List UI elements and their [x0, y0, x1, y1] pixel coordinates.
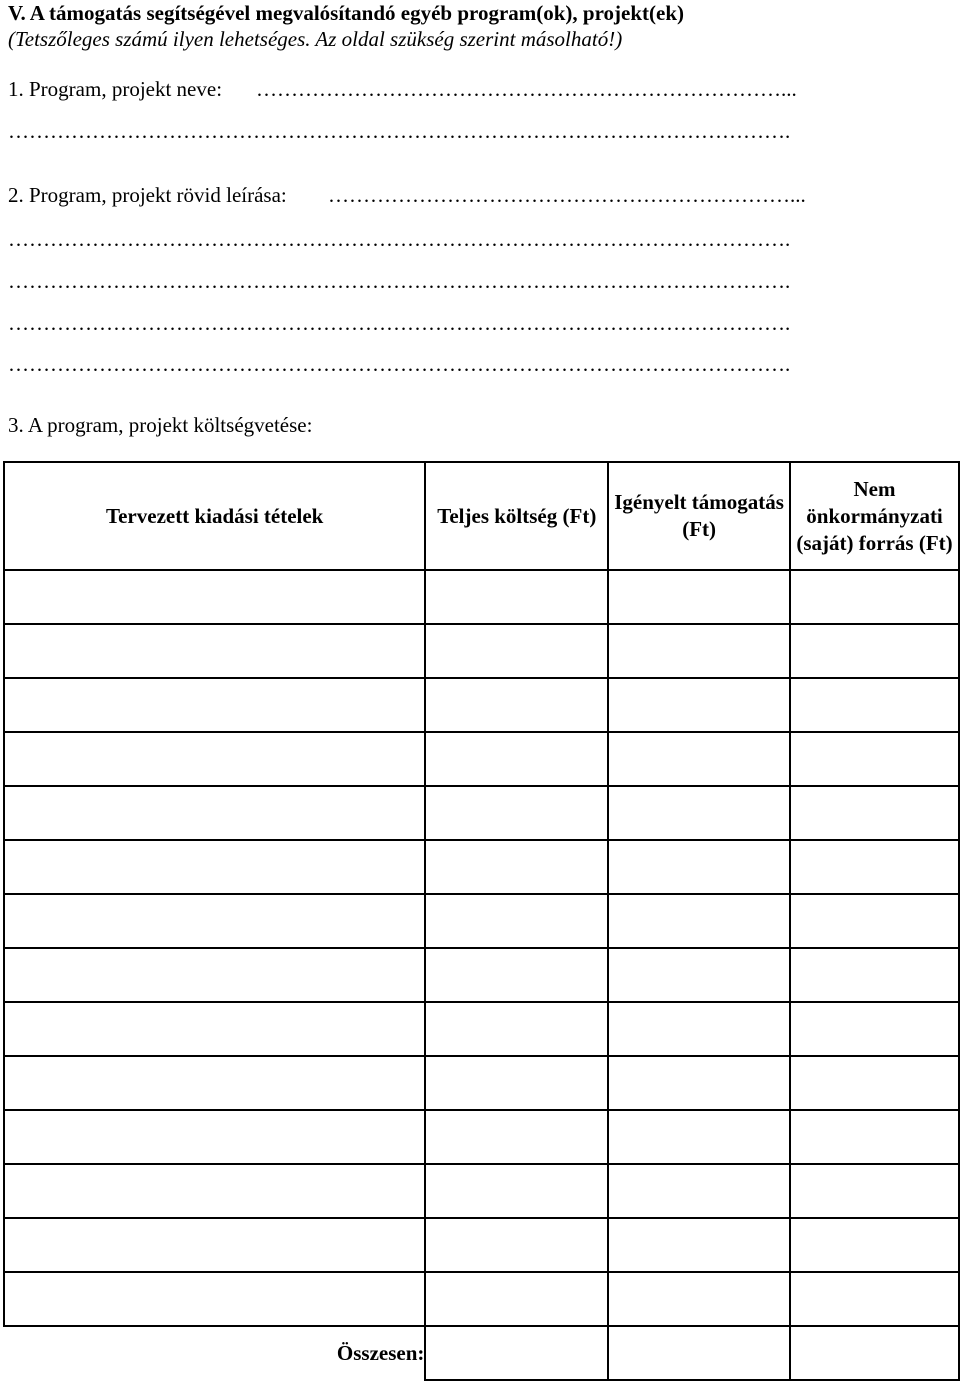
header-requested-support: Igényelt támogatás (Ft)	[608, 462, 790, 570]
table-row	[4, 840, 959, 894]
cell-requested-support[interactable]	[608, 1272, 790, 1326]
program-description-fill-line-2[interactable]	[8, 226, 822, 252]
table-row	[4, 1110, 959, 1164]
cell-total-cost[interactable]	[425, 624, 608, 678]
cell-requested-support[interactable]	[608, 840, 790, 894]
total-cell-total-cost[interactable]	[425, 1326, 608, 1380]
budget-table	[3, 461, 960, 1381]
cell-own-source[interactable]	[790, 1110, 959, 1164]
cell-own-source[interactable]	[790, 786, 959, 840]
dot-leader-end: .	[785, 119, 791, 143]
budget-total-row	[4, 1326, 959, 1380]
cell-total-cost[interactable]	[425, 894, 608, 948]
cell-requested-support[interactable]	[608, 948, 790, 1002]
cell-requested-support[interactable]	[608, 1056, 790, 1110]
cell-total-cost[interactable]	[425, 732, 608, 786]
table-row	[4, 570, 959, 624]
dot-leader-end: .	[785, 352, 791, 376]
budget-table-header-row	[4, 462, 959, 570]
program-name-fill-line[interactable]	[256, 76, 821, 102]
cell-requested-support[interactable]	[608, 732, 790, 786]
dot-leader-end: .	[785, 269, 791, 293]
cell-own-source[interactable]	[790, 840, 959, 894]
cell-total-cost[interactable]	[425, 1056, 608, 1110]
total-cell-requested-support[interactable]	[608, 1326, 790, 1380]
dot-leader-end: ...	[790, 183, 806, 207]
program-name-fill-line-2[interactable]	[8, 118, 822, 144]
table-row	[4, 948, 959, 1002]
table-row	[4, 1218, 959, 1272]
cell-requested-support[interactable]	[608, 678, 790, 732]
program-description-fill-line[interactable]	[328, 182, 821, 208]
cell-own-source[interactable]	[790, 894, 959, 948]
cell-total-cost[interactable]	[425, 948, 608, 1002]
cell-expense-item[interactable]	[4, 1056, 425, 1110]
section-subtitle: (Tetszőleges számú ilyen lehetséges. Az oldal szükség szerint másolható!)	[8, 27, 623, 51]
dot-leader: …………………………………………………………………	[256, 77, 781, 101]
cell-own-source[interactable]	[790, 948, 959, 1002]
total-cell-own-source[interactable]	[790, 1326, 959, 1380]
table-row	[4, 678, 959, 732]
cell-expense-item[interactable]	[4, 1272, 425, 1326]
cell-requested-support[interactable]	[608, 1002, 790, 1056]
table-row	[4, 1164, 959, 1218]
cell-total-cost[interactable]	[425, 1002, 608, 1056]
program-description-fill-line-5[interactable]	[8, 351, 822, 377]
cell-own-source[interactable]	[790, 1056, 959, 1110]
program-name-label: 1. Program, projekt neve:	[8, 77, 223, 101]
budget-label: 3. A program, projekt költségvetése:	[8, 413, 313, 437]
cell-expense-item[interactable]	[4, 948, 425, 1002]
cell-own-source[interactable]	[790, 1164, 959, 1218]
budget-table-body	[4, 570, 959, 1326]
cell-own-source[interactable]	[790, 732, 959, 786]
header-planned-expenses: Tervezett kiadási tételek	[4, 462, 425, 570]
dot-leader-end: ...	[781, 77, 797, 101]
table-row	[4, 624, 959, 678]
total-label: Összesen:	[4, 1326, 425, 1380]
cell-requested-support[interactable]	[608, 1110, 790, 1164]
table-row	[4, 786, 959, 840]
cell-own-source[interactable]	[790, 1218, 959, 1272]
cell-total-cost[interactable]	[425, 786, 608, 840]
program-description-fill-line-4[interactable]	[8, 310, 822, 336]
cell-expense-item[interactable]	[4, 840, 425, 894]
table-row	[4, 1272, 959, 1326]
dot-leader: …………………………………………………………	[328, 183, 790, 207]
cell-expense-item[interactable]	[4, 786, 425, 840]
table-row	[4, 1002, 959, 1056]
program-description-label: 2. Program, projekt rövid leírása:	[8, 183, 287, 207]
cell-total-cost[interactable]	[425, 1110, 608, 1164]
cell-expense-item[interactable]	[4, 894, 425, 948]
cell-own-source[interactable]	[790, 678, 959, 732]
cell-requested-support[interactable]	[608, 624, 790, 678]
header-own-source: Nem önkormányzati (saját) forrás (Ft)	[790, 462, 959, 570]
cell-expense-item[interactable]	[4, 1218, 425, 1272]
cell-requested-support[interactable]	[608, 570, 790, 624]
cell-own-source[interactable]	[790, 1272, 959, 1326]
cell-requested-support[interactable]	[608, 786, 790, 840]
cell-requested-support[interactable]	[608, 894, 790, 948]
dot-leader-end: .	[785, 227, 791, 251]
cell-own-source[interactable]	[790, 1002, 959, 1056]
cell-own-source[interactable]	[790, 570, 959, 624]
dot-leader: …………………………………………………………………………………………………	[8, 352, 785, 376]
header-total-cost: Teljes költség (Ft)	[425, 462, 608, 570]
cell-total-cost[interactable]	[425, 1164, 608, 1218]
cell-total-cost[interactable]	[425, 840, 608, 894]
program-description-fill-line-3[interactable]	[8, 268, 822, 294]
dot-leader: …………………………………………………………………………………………………	[8, 311, 785, 335]
cell-expense-item[interactable]	[4, 570, 425, 624]
dot-leader-end: .	[785, 311, 791, 335]
table-row	[4, 1056, 959, 1110]
cell-expense-item[interactable]	[4, 1164, 425, 1218]
dot-leader: …………………………………………………………………………………………………	[8, 227, 785, 251]
cell-expense-item[interactable]	[4, 678, 425, 732]
cell-expense-item[interactable]	[4, 1002, 425, 1056]
cell-expense-item[interactable]	[4, 1110, 425, 1164]
cell-total-cost[interactable]	[425, 570, 608, 624]
cell-expense-item[interactable]	[4, 732, 425, 786]
cell-requested-support[interactable]	[608, 1164, 790, 1218]
table-row	[4, 894, 959, 948]
cell-total-cost[interactable]	[425, 678, 608, 732]
cell-own-source[interactable]	[790, 624, 959, 678]
dot-leader: …………………………………………………………………………………………………	[8, 269, 785, 293]
section-title: V. A támogatás segítségével megvalósítandó egyéb program(ok), projekt(ek)	[8, 1, 685, 25]
cell-total-cost[interactable]	[425, 1218, 608, 1272]
cell-expense-item[interactable]	[4, 624, 425, 678]
table-row	[4, 732, 959, 786]
dot-leader: …………………………………………………………………………………………………	[8, 119, 785, 143]
cell-total-cost[interactable]	[425, 1272, 608, 1326]
cell-requested-support[interactable]	[608, 1218, 790, 1272]
